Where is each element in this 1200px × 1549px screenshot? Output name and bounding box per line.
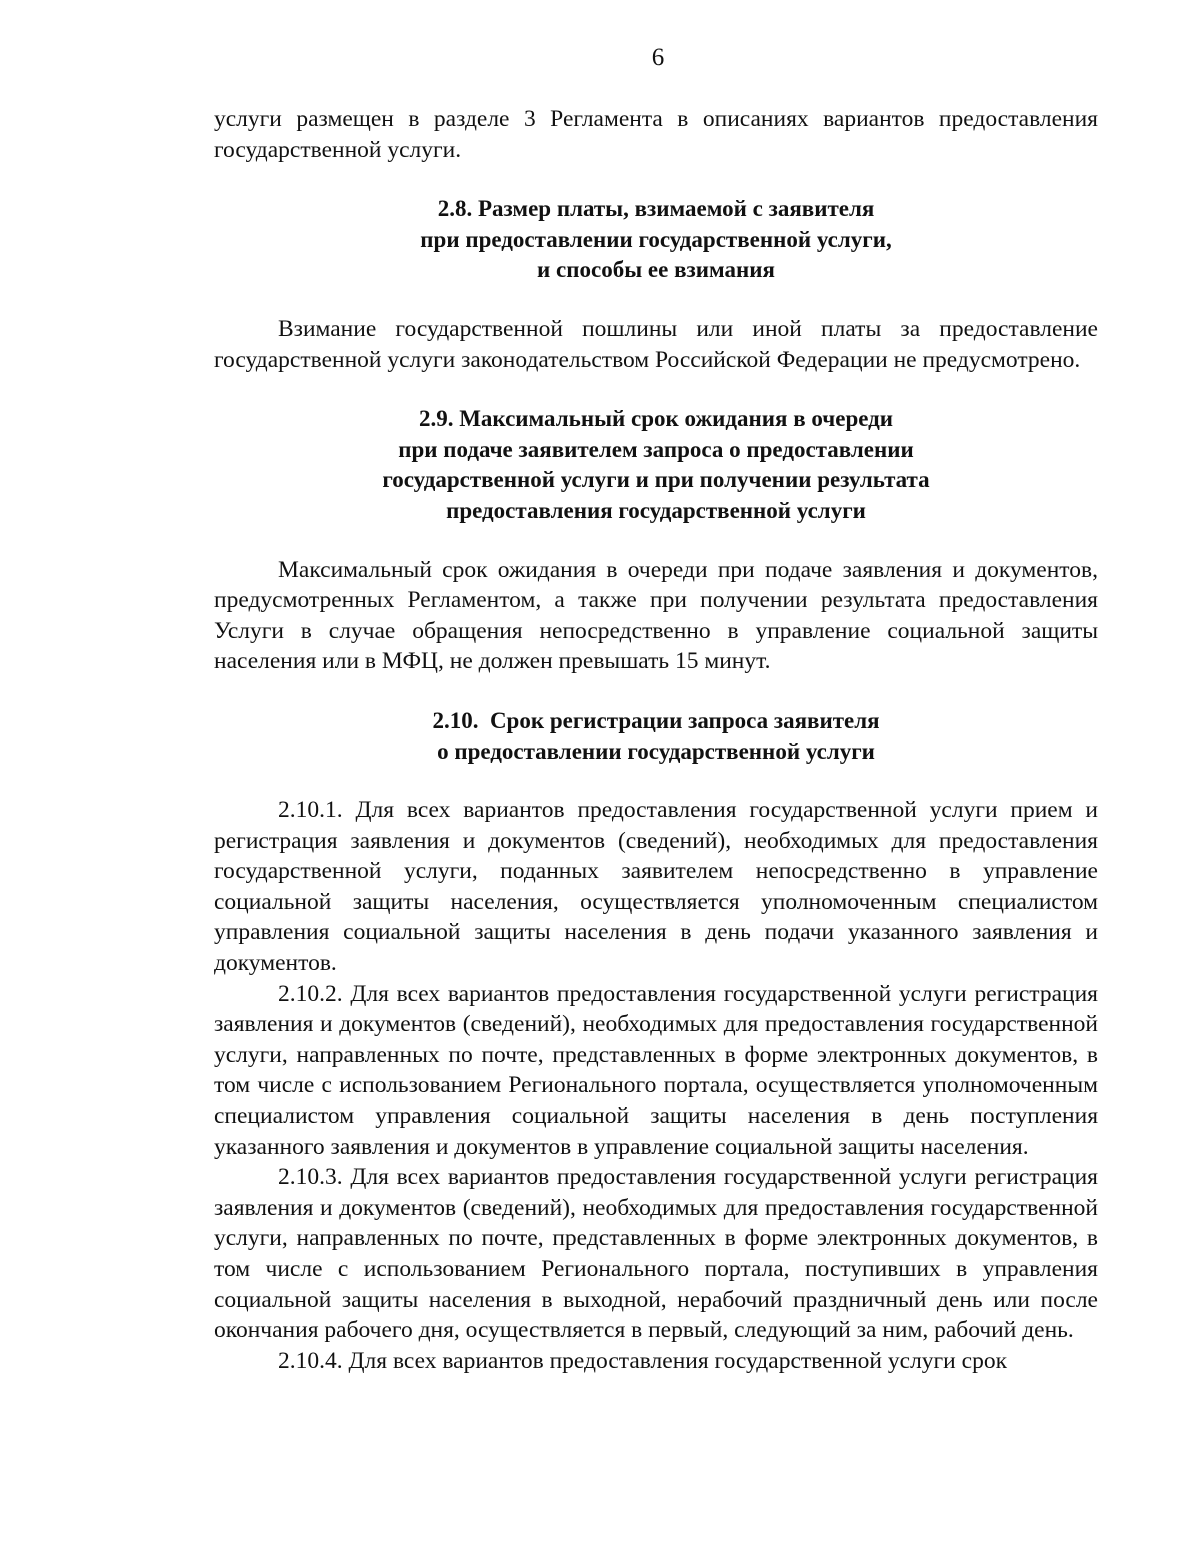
heading-line: предоставления государственной услуги — [446, 497, 866, 523]
heading-line: при подаче заявителем запроса о предоставлении — [398, 436, 914, 462]
heading-line: 2.8. Размер платы, взимаемой с заявителя — [437, 196, 875, 222]
heading-line: государственной услуги и при получении результата — [382, 467, 930, 493]
intro-paragraph: услуги размещен в разделе 3 Регламента в описаниях вариантов предоставления государственной услуги. — [214, 106, 1098, 163]
section-2-8-paragraph: Взимание государственной пошлины или иной платы за предоставление государственной услуги законодательством Российской Федерации не предусмотрено. — [214, 315, 1098, 373]
paragraph-2-10-2: 2.10.2. Для всех вариантов предоставления государственной услуги регистрация заявления и документов (сведений), необходимых для предоставления государственной услуги, направленных по почте, представленных в форме электронных документов, в том числе с использованием Регионального портала, осуществляется уполномоченным специалистом управления социальной защиты населения в день поступления указанного заявления и документов в управление социальной защиты населения. — [214, 980, 1098, 1160]
section-2-9-heading — [214, 404, 1098, 526]
heading-line: 2.9. Максимальный срок ожидания в очереди — [418, 406, 894, 432]
paragraph-2-10-3: 2.10.3. Для всех вариантов предоставления государственной услуги регистрация заявления и документов (сведений), необходимых для предоставления государственной услуги, направленных по почте, представленных в форме электронных документов, в том числе с использованием Регионального портала, поступивших в управления социальной защиты населения в выходной, нерабочий праздничный день или после окончания рабочего дня, осуществляется в первый, следующий за ним, рабочий день. — [214, 1164, 1098, 1344]
paragraph-2-10-4: 2.10.4. Для всех вариантов предоставления государственной услуги срок — [278, 1347, 1007, 1374]
document-page — [214, 40, 1098, 1376]
heading-line: при предоставлении государственной услуги, — [420, 226, 892, 252]
paragraph-2-10-1: 2.10.1. Для всех вариантов предоставления государственной услуги прием и регистрация заявления и документов (сведений), необходимых для предоставления государственной услуги, поданных заявителем непосредственно в управление социальной защиты населения, осуществляется уполномоченным специалистом управления социальной защиты населения в день подачи указанного заявления и документов. — [214, 797, 1098, 977]
heading-line: о предоставлении государственной услуги — [437, 738, 875, 764]
heading-line: и способы ее взимания — [537, 257, 775, 283]
page-number: 6 — [651, 44, 665, 71]
section-2-8-heading — [214, 194, 1098, 286]
section-2-9-paragraph: Максимальный срок ожидания в очереди при подаче заявления и документов, предусмотренных Регламентом, а также при получении результата предоставления Услуги в случае обращения непосредственно в управление социальной защиты населения или в МФЦ, не должен превышать 15 минут. — [214, 556, 1098, 675]
section-2-10-heading — [214, 706, 1098, 767]
heading-line: 2.10. Срок регистрации запроса заявителя — [432, 707, 880, 733]
